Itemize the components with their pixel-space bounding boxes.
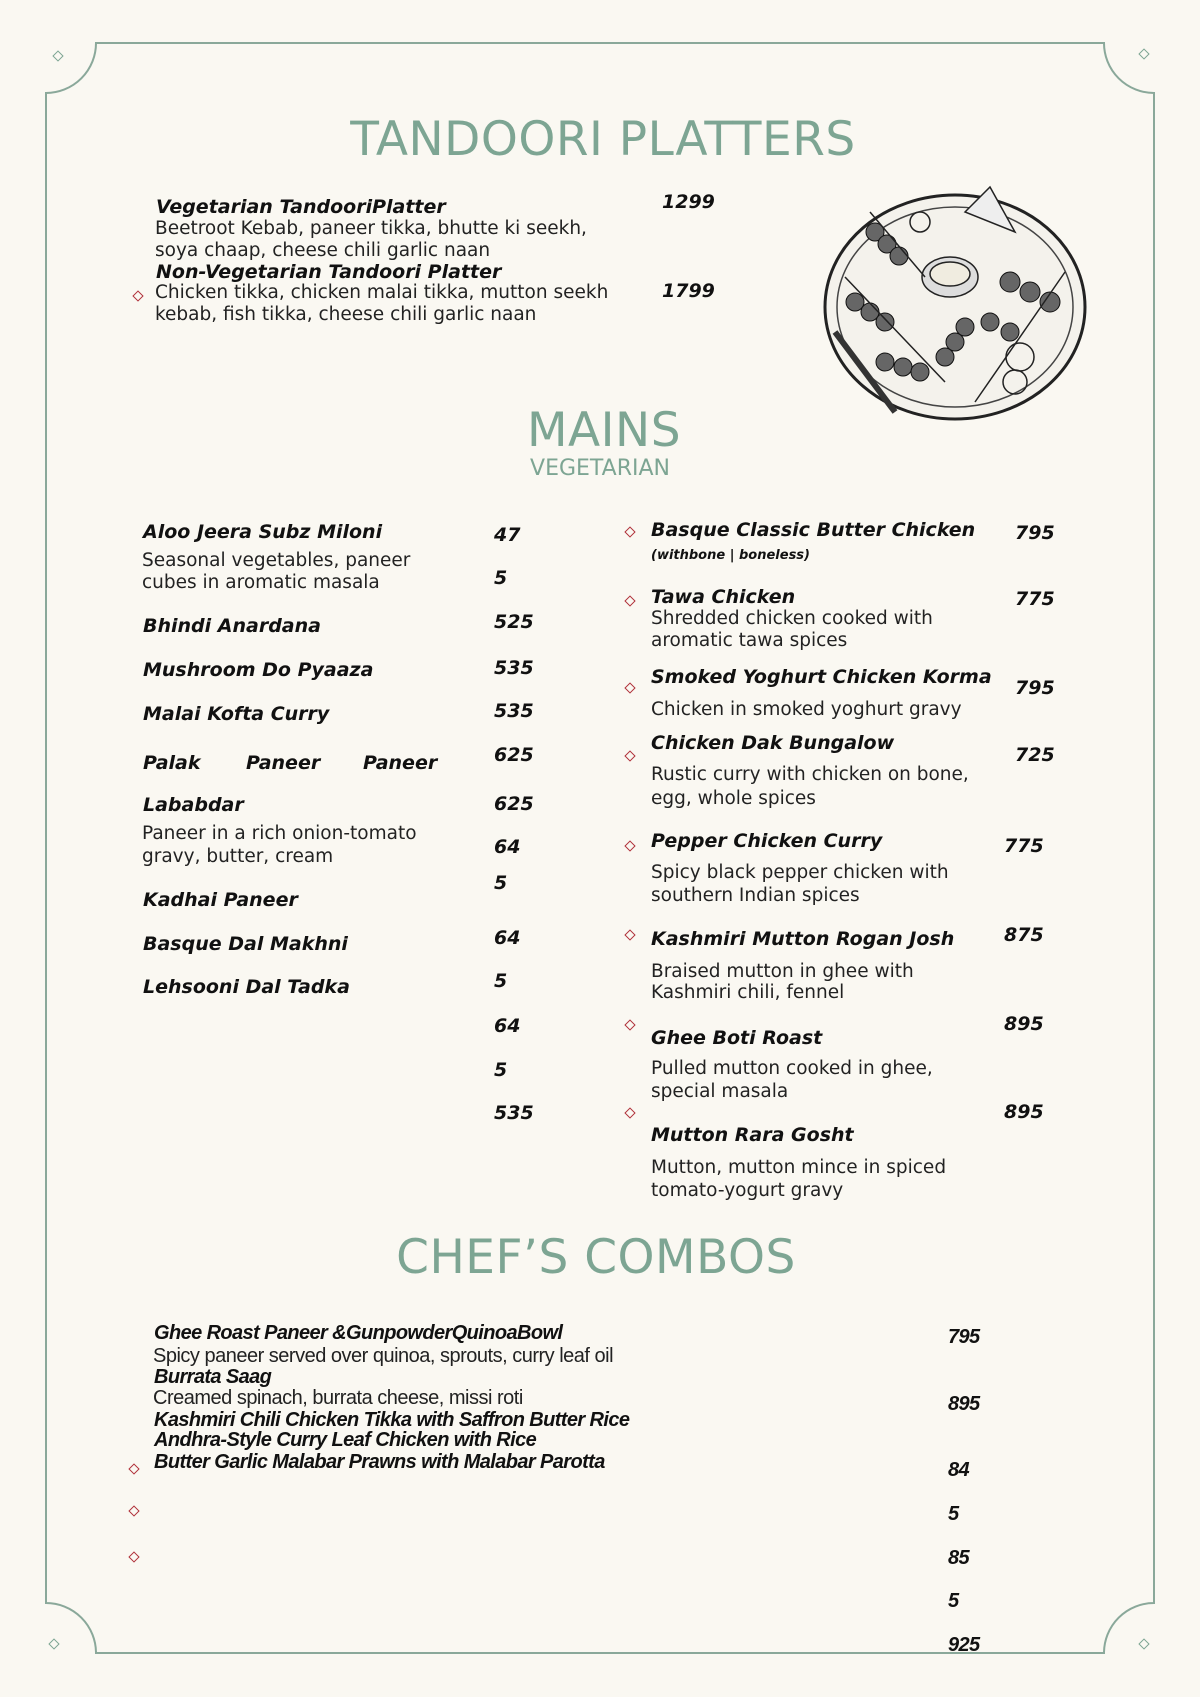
combo-name: Ghee Roast Paneer &GunpowderQuinoaBowl: [154, 1322, 563, 1344]
item-desc: Beetroot Kebab, paneer tikka, bhutte ki seekh,: [155, 218, 587, 239]
section-title-tandoori: TANDOORI PLATTERS: [350, 112, 856, 167]
tandoori-platter-illustration-icon: [815, 182, 1110, 447]
item-price: 535: [494, 657, 534, 679]
combo-name: Butter Garlic Malabar Prawns with Malabar Parotta: [154, 1451, 605, 1473]
item-price: 64: [494, 927, 521, 949]
item-price: 47: [494, 524, 521, 546]
item-name: Malai Kofta Curry: [143, 703, 330, 725]
item-desc: Mutton, mutton mince in spiced: [651, 1157, 947, 1178]
item-desc: Pulled mutton cooked in ghee,: [651, 1058, 933, 1079]
item-name: Vegetarian TandooriPlatter: [156, 196, 446, 218]
item-price: 535: [494, 700, 534, 722]
item-desc: cubes in aromatic masala: [142, 572, 380, 593]
item-desc: Chicken tikka, chicken malai tikka, mutton seekh: [155, 282, 609, 303]
item-note: (withbone | boneless): [651, 548, 810, 563]
item-price: 64: [494, 836, 521, 858]
item-desc: southern Indian spices: [651, 885, 860, 906]
item-desc: Shredded chicken cooked with: [651, 608, 933, 629]
item-desc: aromatic tawa spices: [651, 630, 848, 651]
item-name: Aloo Jeera Subz Miloni: [143, 521, 383, 543]
item-name: Mutton Rara Gosht: [651, 1124, 854, 1146]
item-price: 795: [1015, 677, 1055, 699]
item-price: 625: [494, 744, 534, 766]
item-name: Bhindi Anardana: [143, 615, 321, 637]
item-price: 895: [1004, 1101, 1044, 1123]
section-title-mains: MAINS: [526, 403, 682, 458]
section-title-combos: CHEF’S COMBOS: [396, 1230, 796, 1285]
combo-name: Andhra-Style Curry Leaf Chicken with Rice: [154, 1429, 537, 1451]
item-desc: Braised mutton in ghee with: [651, 961, 914, 982]
item-desc: egg, whole spices: [651, 788, 816, 809]
item-name: Lababdar: [143, 794, 244, 816]
item-name: Basque Dal Makhni: [143, 933, 348, 955]
item-price: 625: [494, 793, 534, 815]
item-desc: special masala: [651, 1081, 789, 1102]
item-desc: gravy, butter, cream: [142, 846, 334, 867]
item-desc: Rustic curry with chicken on bone,: [651, 764, 969, 785]
item-name: Non-Vegetarian Tandoori Platter: [156, 261, 502, 283]
item-desc: Seasonal vegetables, paneer: [142, 550, 411, 571]
item-name: Tawa Chicken: [651, 586, 796, 608]
item-name: Kashmiri Mutton Rogan Josh: [651, 928, 955, 950]
item-price: 1299: [662, 191, 715, 213]
combo-name: Kashmiri Chili Chicken Tikka with Saffron Butter Rice: [154, 1409, 630, 1431]
item-name: Pepper Chicken Curry: [651, 830, 883, 852]
item-price: 64: [494, 1015, 521, 1037]
item-desc: Paneer in a rich onion-tomato: [142, 823, 417, 844]
combo-price: 5: [948, 1590, 959, 1612]
combo-desc: Creamed spinach, burrata cheese, missi roti: [153, 1387, 523, 1409]
item-name: Mushroom Do Pyaaza: [143, 659, 374, 681]
item-price: 525: [494, 611, 534, 633]
item-name: Basque Classic Butter Chicken: [651, 519, 976, 541]
item-desc: Kashmiri chili, fennel: [651, 982, 845, 1003]
item-name: Paneer: [246, 752, 321, 774]
item-price: 5: [494, 872, 508, 894]
combo-price: 795: [948, 1326, 980, 1348]
item-desc: tomato-yogurt gravy: [651, 1180, 844, 1201]
item-price: 535: [494, 1102, 534, 1124]
combo-price: 925: [948, 1634, 980, 1656]
combo-price: 895: [948, 1393, 980, 1415]
item-name: Kadhai Paneer: [143, 889, 298, 911]
combo-price: 84: [948, 1459, 970, 1481]
item-price: 895: [1004, 1013, 1044, 1035]
item-price: 775: [1004, 835, 1044, 857]
item-desc: Spicy black pepper chicken with: [651, 862, 949, 883]
item-price: 1799: [662, 280, 715, 302]
combo-price: 85: [948, 1547, 970, 1569]
item-price: 725: [1015, 744, 1055, 766]
item-name: Smoked Yoghurt Chicken Korma: [651, 666, 992, 688]
item-desc: Chicken in smoked yoghurt gravy: [651, 699, 962, 720]
item-name: Palak: [143, 752, 201, 774]
item-desc: kebab, fish tikka, cheese chili garlic naan: [155, 304, 537, 325]
item-price: 775: [1015, 588, 1055, 610]
combo-price: 5: [948, 1503, 959, 1525]
section-subtitle-vegetarian: VEGETARIAN: [530, 456, 670, 481]
item-price: 795: [1015, 522, 1055, 544]
item-name: Paneer: [363, 752, 438, 774]
item-price: 875: [1004, 924, 1044, 946]
combo-name: Burrata Saag: [154, 1366, 272, 1388]
combo-desc: Spicy paneer served over quinoa, sprouts, curry leaf oil: [153, 1345, 614, 1367]
item-name: Lehsooni Dal Tadka: [143, 976, 350, 998]
item-price: 5: [494, 1059, 508, 1081]
item-desc: soya chaap, cheese chili garlic naan: [155, 240, 491, 261]
item-price: 5: [494, 970, 508, 992]
item-name: Ghee Boti Roast: [651, 1027, 823, 1049]
item-name: Chicken Dak Bungalow: [651, 732, 895, 754]
item-price: 5: [494, 567, 508, 589]
